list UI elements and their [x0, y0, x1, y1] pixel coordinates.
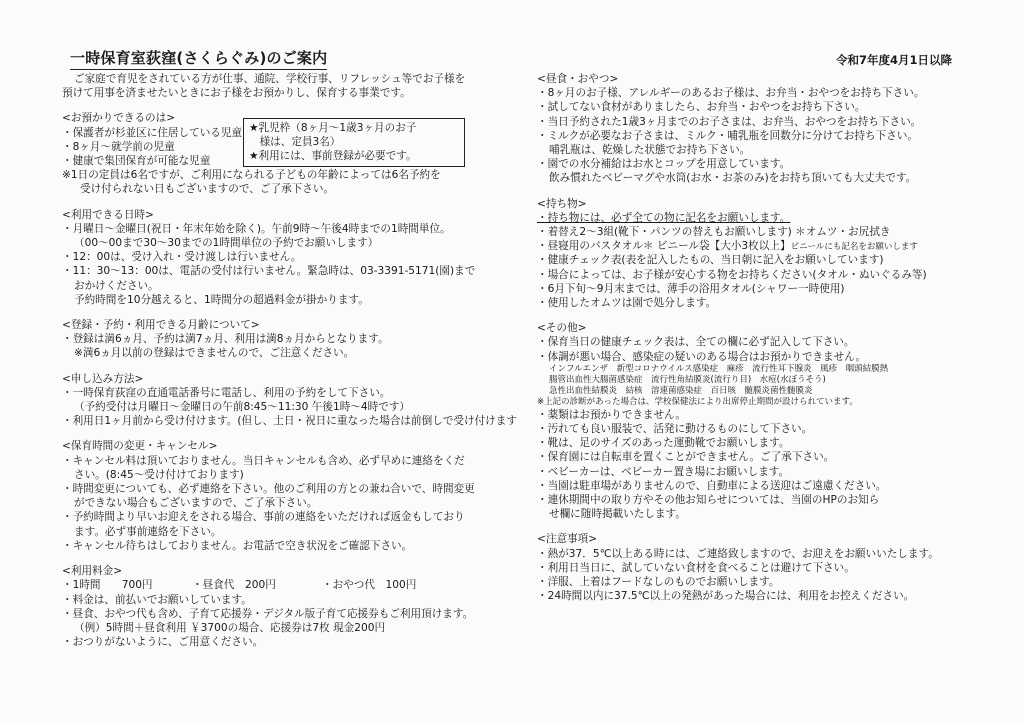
list-item: ・持ち物には、必ず全ての物に記名をお願いします。: [537, 211, 791, 224]
section-heading: <お預かりできるのは>: [62, 112, 176, 125]
disease-line: インフルエンザ 新型コロナウイルス感染症 麻疹 流行性耳下腺炎 風疹 咽頭結膜熱: [549, 363, 889, 374]
list-item: ・一時保育荻窪の直通電話番号に電話し、利用の予約をして下さい。: [62, 386, 391, 399]
caution-section: [537, 532, 977, 603]
list-item: ・健康チェック表(表を記入したもの、当日朝に記入をお願いしています): [537, 254, 884, 267]
list-item: ・連休期間中の取り方やその他お知らせについては、当園のHPのお知ら: [537, 494, 880, 507]
list-item: （00～00まで30～30までの1時間単位の予約でお願いします）: [74, 237, 379, 250]
section-heading: <注意事項>: [537, 533, 598, 546]
notice-box: [243, 118, 465, 167]
list-item: ・ベビーカーは、ベビーカー置き場にお願いします。: [537, 465, 790, 478]
list-item: ・キャンセル待ちはしておりません。お電話で空き状況をご確認下さい。: [62, 539, 413, 552]
list-item: ・24時間以内に37.5℃以上の発熱があった場合には、利用をお控えください。: [537, 590, 915, 603]
list-item-text: ・昼寝用のバスタオル＊ ビニール袋【大小3枚以上】: [537, 240, 791, 253]
note-line: ※1日の定員は6名ですが、ご利用になられる子どもの年齢によっては6名予約を: [62, 169, 441, 182]
list-item: ・ミルクが必要なお子さまは、ミルク・哺乳瓶を回数分に分けてお持ち下さい。: [537, 129, 918, 142]
list-item: ・保護者が杉並区に住居している児童: [62, 126, 243, 139]
section-heading: <申し込み方法>: [62, 372, 144, 385]
list-item: ・昼食、おやつ代も含め、子育て応援券・デジタル版子育て応援券もご利用頂けます。: [62, 607, 474, 620]
section-heading: <昼食・おやつ>: [537, 73, 619, 85]
fee-lunch: ・昼食代 200円: [192, 579, 276, 592]
list-item: ・月曜日～金曜日(祝日・年末年始を除く)。午前9時～午後4時までの1時間単位。: [62, 222, 451, 235]
list-item: ・保育園には自転車を置くことができません。ご了承下さい。: [537, 451, 835, 464]
list-item: ※満6ヵ月以前の登録はできませんので、ご注意ください。: [74, 347, 355, 360]
list-item: ・薬類はお預かりできません。: [537, 408, 686, 421]
list-item: （予約受付は月曜日～金曜日の午前8:45～11:30 午後1時～4時です）: [74, 401, 411, 414]
section-heading: <利用料金>: [62, 565, 123, 578]
list-item: ・園での水分補給はお水とコップを用意しています。: [537, 158, 791, 171]
disease-line: 急性出血性結膜炎 結核 溶連菌感染症 百日咳 髄膜炎菌性髄膜炎: [549, 385, 813, 396]
list-item: ・汚れても良い服装で、活発に動けるものにして下さい。: [537, 423, 813, 436]
list-item: ・登録は満6ヵ月、予約は満7ヵ月、利用は満8ヵ月からとなります。: [62, 333, 389, 346]
disease-list: [537, 364, 977, 408]
intro-section: [62, 72, 532, 100]
list-item: おかけください。: [74, 279, 159, 292]
change-section: [62, 439, 532, 553]
list-item: ・12：00は、受け入れ・受け渡しは行いません。: [62, 251, 302, 264]
list-item: ・健康で集団保育が可能な児童: [62, 155, 211, 168]
section-heading: <保育時間の変更・キャンセル>: [62, 440, 218, 453]
list-item: ・保育当日の健康チェック表は、全ての欄に必ず記入して下さい。: [537, 336, 855, 349]
list-item: ・靴は、足のサイズのあった運動靴でお願いします。: [537, 437, 790, 450]
intro-line: ご家庭で育児をされている方が仕事、通院、学校行事、リフレッシュ等でお子様を: [74, 73, 466, 85]
notice-line: ★利用には、事前登録が必要です。: [249, 150, 417, 163]
other-section: [537, 321, 977, 521]
fee-row: [62, 578, 532, 592]
fee-hour: ・1時間 700円: [62, 579, 153, 592]
list-item: ます。必ず事前連絡を下さい。: [74, 525, 222, 538]
list-item: ・当園は駐車場がありませんので、自動車による送迎はご遠慮ください。: [537, 479, 887, 492]
apply-section: [62, 372, 532, 429]
list-item: ・6月下旬～9月末までは、薄手の浴用タオル(シャワー一時使用): [537, 282, 845, 295]
small-note: ビニールにも記名をお願いします: [790, 242, 918, 253]
list-item: （例）5時間＋昼食利用 ￥3700の場合、応援券は7枚 現金200円: [74, 621, 386, 634]
disease-note: ※上記の診断があった場合は、学校保健法により出席停止期間が設けられています。: [537, 396, 858, 407]
right-column: [537, 72, 977, 604]
section-heading: <利用できる日時>: [62, 208, 154, 221]
effective-date: 令和7年度4月1日以降: [835, 53, 952, 67]
list-item: ・当日予約された1歳3ヶ月までのお子さまは、お弁当、おやつをお持ち下さい。: [537, 115, 922, 128]
list-item: ・おつりがないように、ご用意ください。: [62, 636, 264, 649]
list-item: ・熱が37．5℃以上ある時には、ご連絡致しますので、お迎えをお願いいたします。: [537, 547, 939, 560]
list-item: ・洋服、上着はフードなしのものでお願いします。: [537, 576, 780, 589]
hours-section: [62, 208, 532, 307]
list-item: ・料金は、前払いでお願いしています。: [62, 593, 252, 606]
disease-line: 腸管出血性大腸菌感染症 流行性角結膜炎(流行り目) 水痘(水ぼうそう): [549, 374, 826, 385]
list-item: ができない場合もございますので、ご了承下さい。: [74, 497, 318, 510]
note-line: 受け付られない日もございますので、ご了承下さい。: [80, 183, 335, 196]
list-item: 飲み慣れたベビーマグや水筒(お水・お茶のみ)をお持ち頂いても大丈夫です。: [549, 172, 917, 185]
list-item: ・体調が悪い場合、感染症の疑いのある場合はお預かりできません。: [537, 350, 867, 363]
list-item: ・試してない食材がありましたら、お弁当・おやつをお持ち下さい。: [537, 101, 866, 114]
list-item: さい。(8:45～受け付けております): [74, 468, 244, 481]
list-item: ・利用日1ヶ月前から受け付けます。(但し、土日・祝日に重なった場合は前倒しで受け付けます: [62, 415, 517, 428]
page-title: 一時保育室荻窪(さくらぐみ)のご案内: [70, 47, 327, 70]
notice-line: 様は、定員3名）: [249, 136, 341, 149]
list-item: ・8ヶ月～就学前の児童: [62, 140, 175, 153]
list-item: ・時間変更についても、必ず連絡を下さい。他のご利用の方との兼ね合いで、時間変更: [62, 483, 475, 496]
registration-section: [62, 318, 532, 361]
list-item: ・11：30～13：00は、電話の受付は行いません。緊急時は、03-3391-5171(園)まで: [62, 265, 476, 278]
section-heading: <持ち物>: [537, 197, 587, 210]
meals-section: [537, 72, 977, 186]
section-heading: <その他>: [537, 322, 587, 335]
list-item: ・予約時間より早いお迎えをされる場合、事前の連絡をいただければ返金もしており: [62, 511, 465, 524]
belongings-section: [537, 197, 977, 311]
intro-line: 預けて用事を済ませたいときにお子様をお預かりし、保育する事業です。: [62, 87, 411, 100]
list-item: 哺乳瓶は、乾燥した状態でお持ち下さい。: [549, 144, 751, 157]
list-item: ・8ヶ月のお子様、アレルギーのあるお子様は、お弁当・おやつをお持ち下さい。: [537, 87, 925, 100]
fees-section: [62, 564, 532, 649]
list-item: せ欄に随時掲載いたします。: [549, 508, 686, 521]
list-item: 予約時間を10分越えると、1時間分の超過料金が掛かります。: [74, 293, 369, 306]
fee-snack: ・おやつ代 100円: [322, 579, 417, 592]
list-item: [537, 239, 977, 253]
section-heading: <登録・予約・利用できる月齢について>: [62, 319, 260, 332]
list-item: ・キャンセル料は頂いておりません。当日キャンセルも含め、必ず早めに連絡をくだ: [62, 454, 465, 467]
notice-line: ★乳児枠（8ヶ月～1歳3ヶ月のお子: [249, 122, 417, 134]
list-item: ・着替え2～3組(靴下・パンツの替えもお願いします) ＊オムツ・お尻拭き: [537, 226, 891, 239]
list-item: ・場合によっては、お子様が安心する物をお持ちください(タオル・ぬいぐるみ等): [537, 268, 927, 281]
list-item: ・使用したオムツは園で処分します。: [537, 297, 717, 310]
list-item: ・利用日当日に、試していない食材を食べることは避けて下さい。: [537, 561, 855, 574]
